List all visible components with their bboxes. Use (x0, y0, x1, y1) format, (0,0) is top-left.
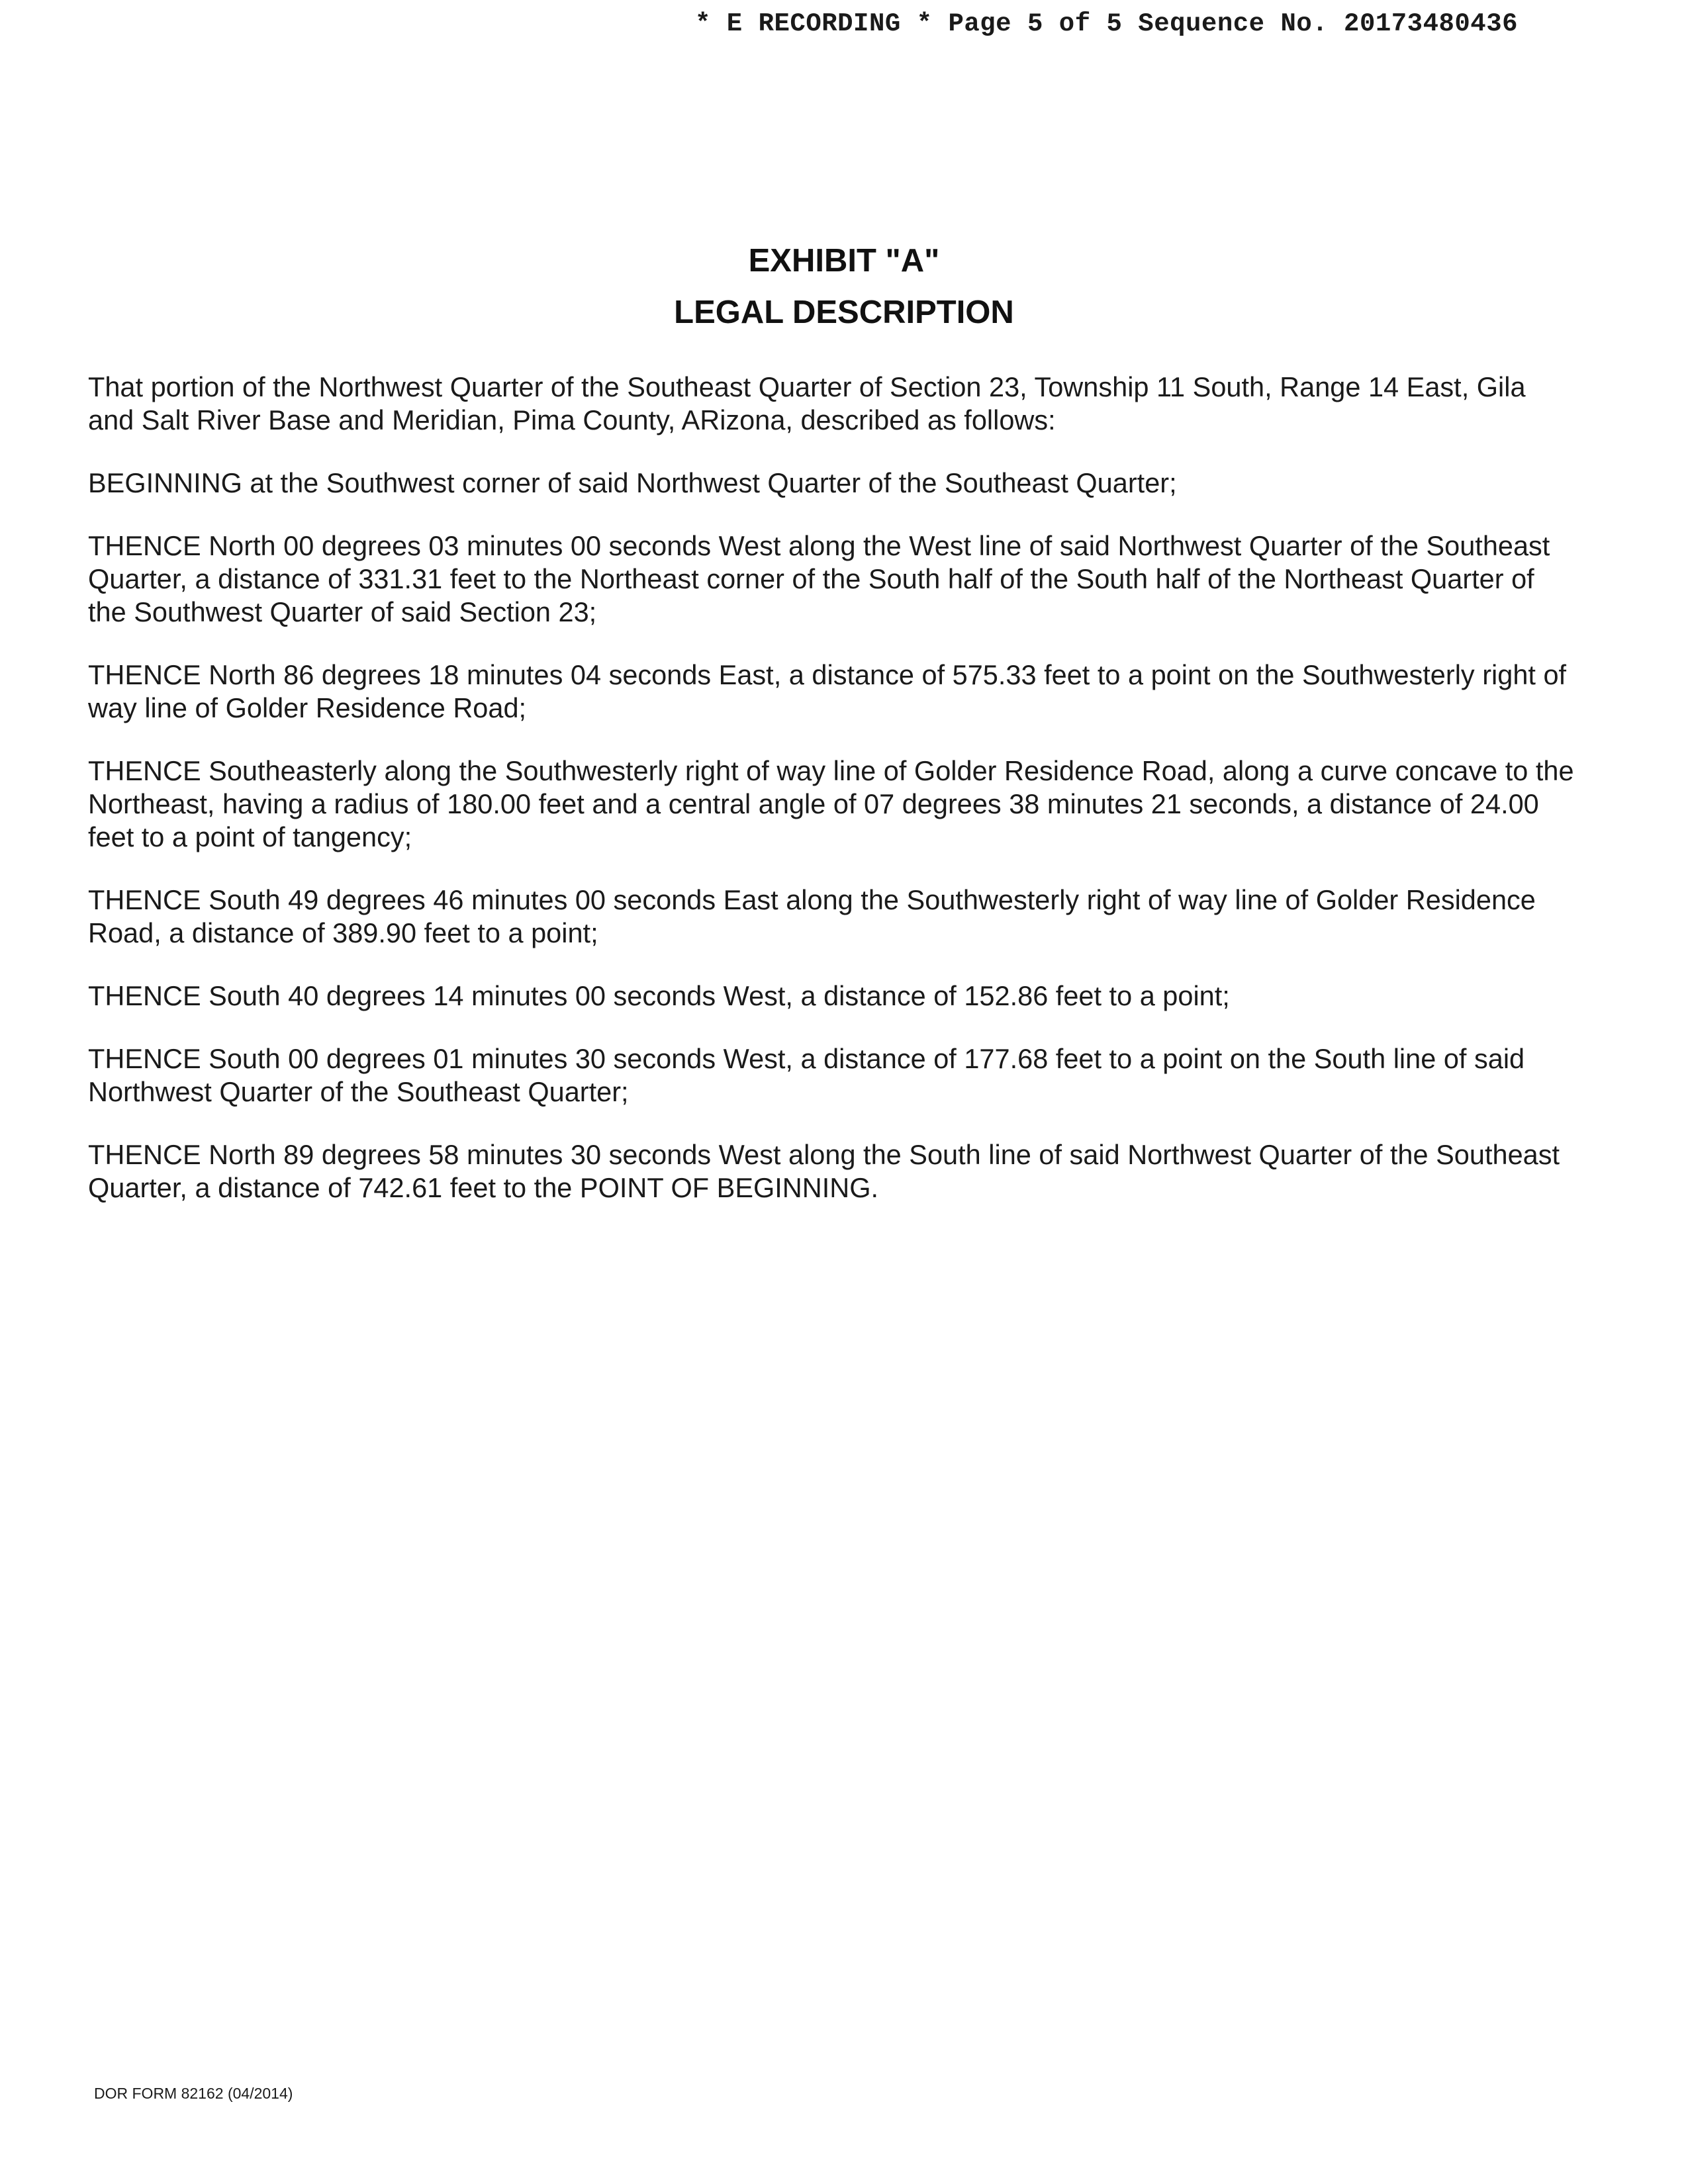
course-paragraph-4: THENCE South 49 degrees 46 minutes 00 seconds East along the Southwesterly right of way line of Golder Residence Road, a distance of 389.90 feet to a point; (88, 884, 1536, 948)
intro-paragraph: That portion of the Northwest Quarter of the Southeast Quarter of Section 23, Township 11 South, Range 14 East, Gila and Salt River Base and Meridian, Pima County, ARizona, described as follows: (88, 371, 1526, 435)
course-paragraph-6: THENCE South 00 degrees 01 minutes 30 seconds West, a distance of 177.68 feet to a point on the South line of said Northwest Quarter of the Southeast Quarter; (88, 1043, 1525, 1107)
form-footer: DOR FORM 82162 (04/2014) (94, 2085, 293, 2102)
exhibit-title-block (0, 235, 1688, 338)
course-paragraph-5: THENCE South 40 degrees 14 minutes 00 seconds West, a distance of 152.86 feet to a point; (88, 980, 1230, 1011)
course-paragraph-7: THENCE North 89 degrees 58 minutes 30 seconds West along the South line of said Northwest Quarter of the Southeast Quarter, a distance of 742.61 feet to the POINT OF BEGINNING. (88, 1139, 1560, 1203)
legal-description-title: LEGAL DESCRIPTION (674, 295, 1014, 330)
beginning-paragraph: BEGINNING at the Southwest corner of said Northwest Quarter of the Southeast Quarter; (88, 467, 1177, 498)
recording-header: * E RECORDING * Page 5 of 5 Sequence No. 20173480436 (695, 9, 1518, 38)
exhibit-title: EXHIBIT "A" (748, 243, 940, 279)
course-paragraph-3: THENCE Southeasterly along the Southwesterly right of way line of Golder Residence Road, along a curve concave to the Northeast, having a radius of 180.00 feet and a central angle of 07 degrees 38 minutes 21 seconds, a distance of 24.00 feet to a point of tangency; (88, 755, 1574, 852)
legal-description-body (88, 371, 1577, 1234)
course-paragraph-2: THENCE North 86 degrees 18 minutes 04 seconds East, a distance of 575.33 feet to a point on the Southwesterly right of way line of Golder Residence Road; (88, 659, 1567, 723)
course-paragraph-1: THENCE North 00 degrees 03 minutes 00 seconds West along the West line of said Northwest Quarter of the Southeast Quarter, a distance of 331.31 feet to the Northeast corner of the South half of the South half of the Northeast Quarter of the Southwest Quarter of said Section 23; (88, 530, 1550, 627)
